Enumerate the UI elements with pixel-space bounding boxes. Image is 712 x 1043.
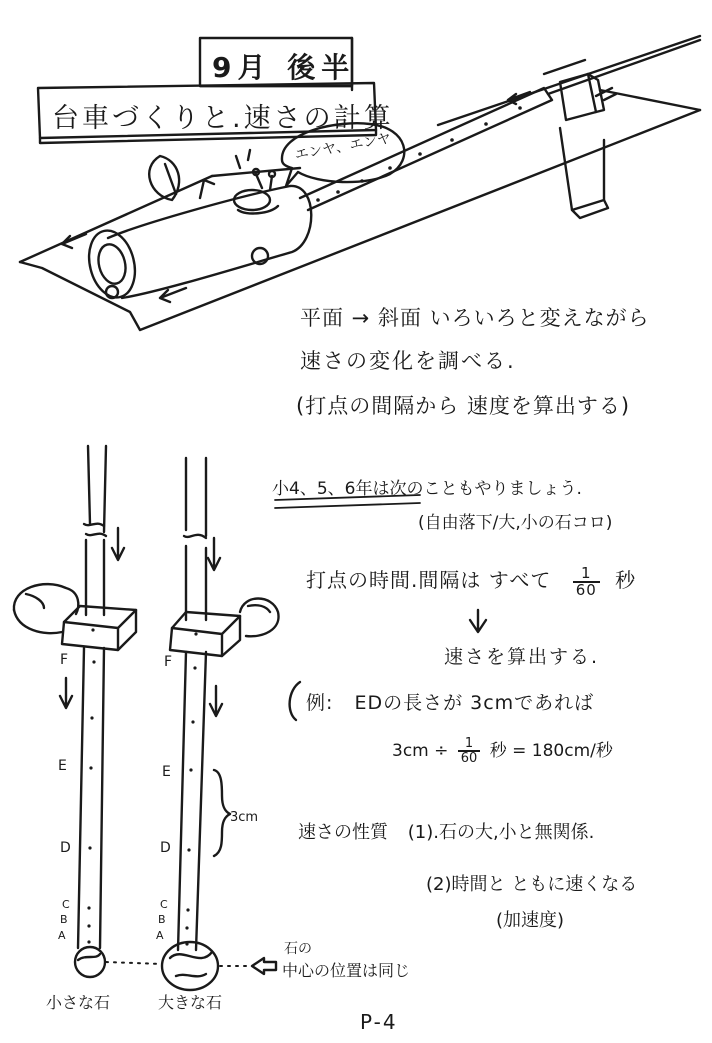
arrow-down-3 [60,678,72,708]
small-stone [75,947,105,977]
label-left-c: C [62,898,70,911]
arrow-down-2 [208,538,220,570]
properties-item-3: (加速度) [496,910,565,931]
center-dotted-line [106,962,246,966]
right-tape [178,458,206,950]
arrow-down-1 [112,528,124,560]
timing-fraction [573,563,600,599]
arrow-timing-result [470,610,486,632]
speech-bubble-text: エンヤ、エンヤ [293,130,393,164]
example-text: EDの長さが 3cmであれば [354,692,595,714]
timing-unit: 秒 [615,568,637,592]
label-left-f: F [60,652,69,668]
left-timer-block [62,606,136,650]
label-right-c: C [160,898,168,911]
left-tape-dots [87,628,95,943]
center-note-2: 中心の位置は同じ [282,961,411,980]
calc-fraction [458,737,481,765]
example-line [306,688,594,715]
big-stone-label: 大きな石 [158,993,223,1012]
measure-label: 3cm [230,810,259,825]
properties-item-1: (1).石の大,小と無関係. [407,822,595,843]
small-stone-label: 小さな石 [46,993,111,1012]
label-left-d: D [60,840,71,856]
page-title: 台車づくりと.速さの計算 [52,103,394,134]
example-bracket [290,682,300,720]
timing-label: 打点の時間.間隔は すべて [306,568,552,592]
pointer-arrow [252,958,276,974]
label-right-e: E [162,764,171,780]
right-hand [240,599,279,637]
upper-grades-sub: (自由落下/大,小の石コロ) [418,513,613,533]
measure-brace [214,770,230,856]
right-tape-dots [185,632,197,945]
big-stone [162,942,218,990]
calc-right: 秒 = 180cm/秒 [489,741,613,761]
calc-frac-num: 1 [458,737,481,752]
intro-line-2: 速さの変化を調べる. [300,349,516,373]
calc-left: 3cm ÷ [392,741,449,761]
timing-frac-den: 60 [575,580,597,599]
label-left-b: B [60,913,68,926]
label-right-a: A [156,929,164,942]
ramp-support [560,128,608,218]
properties-line-1 [298,818,594,844]
label-right-b: B [158,913,166,926]
label-right-d: D [160,840,171,856]
intro-line-1: 平面 → 斜面 いろいろと変えながら [300,306,650,330]
timing-result: 速さを算出する. [444,646,600,668]
leaf-doodle [149,156,179,200]
example-label: 例: [306,692,334,714]
label-left-a: A [58,929,66,942]
arrow-ramp-left [62,234,86,248]
example-calc [392,736,613,765]
snail-doodle [234,150,278,213]
upper-grades-note: 小4、5、6年は次のこともやりましょう. [272,479,582,499]
timing-frac-num: 1 [573,566,600,583]
timing-text [306,564,636,598]
intro-line-3: (打点の間隔から 速度を算出する) [296,394,631,418]
label-left-e: E [58,758,67,774]
date-label: 9月 後半 [212,51,356,84]
left-hand [14,584,78,633]
label-right-f: F [164,654,173,670]
properties-item-2: (2)時間と ともに速くなる [426,874,638,895]
arrow-ramp-bottom [160,288,186,302]
left-tape [78,446,106,948]
log-cart [82,180,311,302]
calc-frac-den: 60 [460,751,478,766]
center-note-1: 石の [284,941,312,957]
arrow-down-4 [210,686,222,716]
properties-label: 速さの性質 [298,822,388,843]
page-number: P-4 [360,1010,398,1034]
